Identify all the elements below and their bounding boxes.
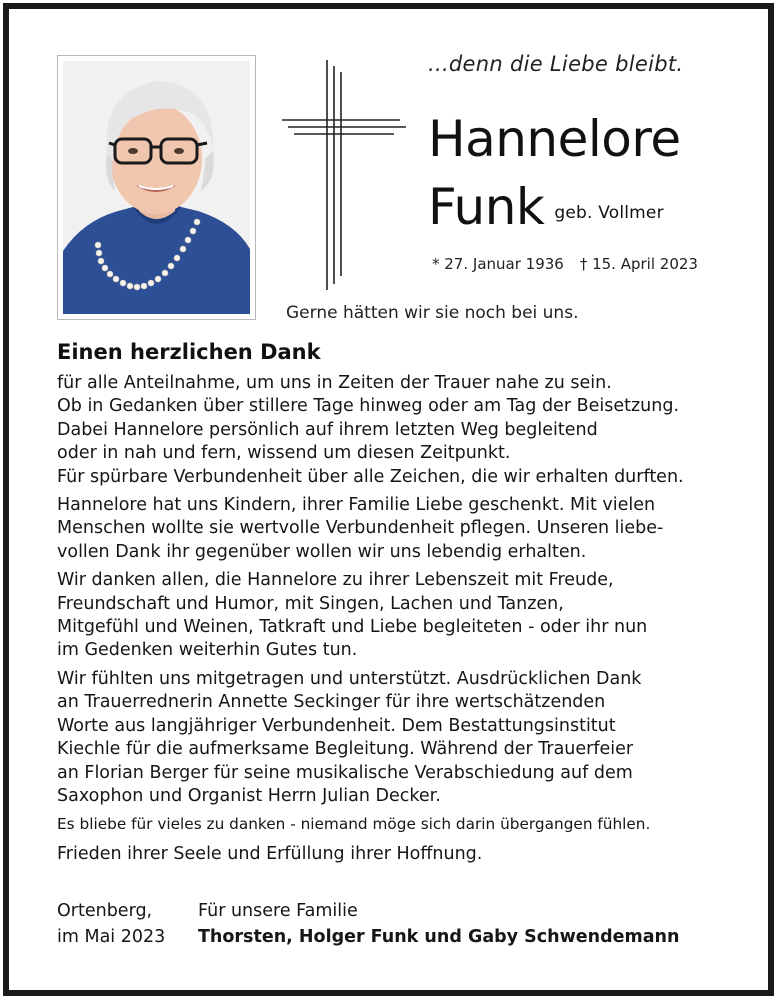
text-line: vollen Dank ihr gegenüber wollen wir uns lebendig erhalten. bbox=[57, 541, 587, 562]
text-line: Dabei Hannelore persönlich auf ihrem letzten Weg begleitend bbox=[57, 419, 598, 440]
text-line: an Florian Berger für seine musikalische Verabschiedung auf dem bbox=[57, 762, 633, 783]
text-line: Menschen wollte sie wertvolle Verbundenheit pflegen. Unseren liebe- bbox=[57, 518, 664, 539]
paragraph-3 bbox=[57, 569, 737, 663]
cross-icon bbox=[282, 60, 406, 290]
first-name: Hannelore bbox=[428, 110, 681, 168]
family-label: Für unsere Familie bbox=[198, 901, 358, 921]
life-dates bbox=[432, 255, 698, 273]
birth-name: geb. Vollmer bbox=[554, 203, 664, 223]
text-line: an Trauerrednerin Annette Seckinger für ihre wertschätzenden bbox=[57, 692, 606, 713]
paragraph-2 bbox=[57, 494, 737, 564]
footer-place: Ortenberg, bbox=[57, 901, 153, 921]
paragraph-4 bbox=[57, 668, 737, 808]
death-date: † 15. April 2023 bbox=[579, 255, 698, 273]
last-name: Funk bbox=[428, 178, 545, 236]
text-line: im Gedenken weiterhin Gutes tun. bbox=[57, 640, 358, 661]
text-line: Freundschaft und Humor, mit Singen, Lachen und Tanzen, bbox=[57, 593, 564, 614]
text-line: für alle Anteilnahme, um uns in Zeiten der Trauer nahe zu sein. bbox=[57, 373, 612, 393]
footer-family bbox=[198, 898, 679, 950]
subtitle: Gerne hätten wir sie noch bei uns. bbox=[286, 303, 579, 323]
text-line: Wir fühlten uns mitgetragen und unterstützt. Ausdrücklichen Dank bbox=[57, 668, 642, 689]
paragraph-1 bbox=[57, 372, 737, 489]
text-line: oder in nah und fern, wissend um diesen Zeitpunkt. bbox=[57, 443, 511, 464]
text-line: Kiechle für die aufmerksame Begleitung. Während der Trauerfeier bbox=[57, 739, 634, 760]
text-line: Hannelore hat uns Kindern, ihrer Familie Liebe geschenkt. Mit vielen bbox=[57, 495, 656, 516]
closing-line: Frieden ihrer Seele und Erfüllung ihrer Hoffnung. bbox=[57, 843, 483, 864]
text-line: Saxophon und Organist Herrn Julian Decker. bbox=[57, 785, 441, 806]
last-name-line bbox=[428, 178, 664, 236]
text-line: Für spürbare Verbundenheit über alle Zeichen, die wir erhalten durften. bbox=[57, 466, 684, 487]
motto: ...denn die Liebe bleibt. bbox=[428, 52, 684, 76]
footer-date: im Mai 2023 bbox=[57, 927, 166, 947]
small-line: Es bliebe für vieles zu danken - niemand möge sich darin übergangen fühlen. bbox=[57, 815, 651, 834]
text-line: Ob in Gedanken über stillere Tage hinweg oder am Tag der Beisetzung. bbox=[57, 396, 680, 417]
birth-date: * 27. Januar 1936 bbox=[432, 255, 564, 273]
thanks-body bbox=[57, 372, 737, 871]
text-line: Mitgefühl und Weinen, Tatkraft und Liebe begleiteten - oder ihr nun bbox=[57, 617, 648, 638]
thanks-heading: Einen herzlichen Dank bbox=[57, 340, 321, 364]
text-line: Worte aus langjähriger Verbundenheit. Dem Bestattungsinstitut bbox=[57, 715, 616, 736]
family-names: Thorsten, Holger Funk und Gaby Schwendemann bbox=[198, 927, 680, 947]
text-line: Wir danken allen, die Hannelore zu ihrer Lebenszeit mit Freude, bbox=[57, 570, 614, 591]
footer-place-date bbox=[57, 898, 165, 950]
portrait-image bbox=[63, 61, 250, 314]
portrait-photo bbox=[57, 55, 256, 320]
